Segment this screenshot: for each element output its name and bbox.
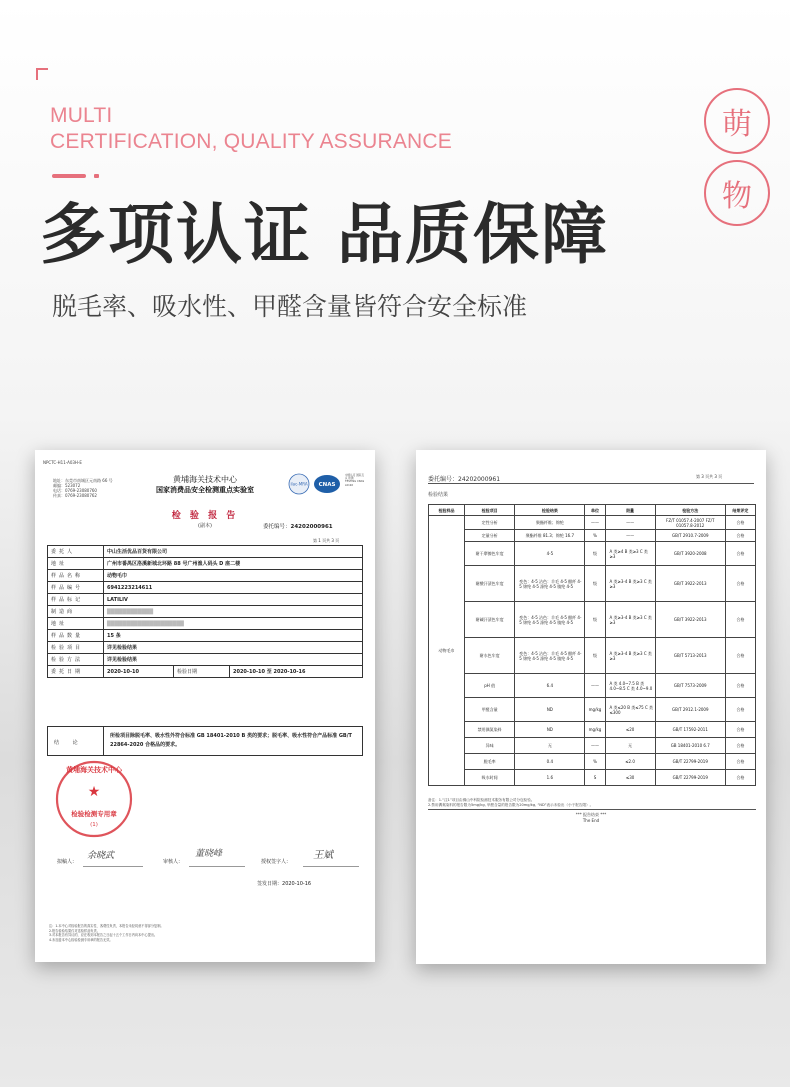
- row-value: 动物毛巾: [104, 570, 363, 582]
- cell-verdict: 合格: [725, 754, 755, 770]
- results-table: [428, 504, 756, 786]
- cell-method: GB/T 3922-2013: [655, 602, 725, 638]
- cell-result: ND: [515, 722, 585, 738]
- cell-result: 变色：4-5 沾色：羊毛 4-5 醋纤 4-5 锦纶 4-5 涤纶 4-5 腈纶 4-5: [515, 602, 585, 638]
- cell-verdict: 合格: [725, 698, 755, 722]
- accent-dot: [94, 174, 99, 178]
- report-code: NPCTC-H11-A03H-E: [43, 460, 82, 465]
- cell-unit: 级: [585, 542, 605, 566]
- row-label: 样品编号: [48, 582, 104, 594]
- row-label: 样品标记: [48, 594, 104, 606]
- table-row: [48, 618, 363, 630]
- address-line: 邮编：523072: [53, 483, 81, 488]
- brand-badge-bottom: 物: [704, 160, 770, 226]
- address-line: 地址：东莞市南城区元南路 66 号: [53, 478, 113, 483]
- cell-unit: S: [585, 770, 605, 786]
- svg-text:★: ★: [87, 784, 101, 800]
- table-header-row: [429, 505, 756, 516]
- cell-limit: A 类 4.0~7.5 B 类 4.0~8.5 C 类 4.0~9.0: [605, 674, 655, 698]
- table-row: [429, 722, 756, 738]
- table-row: [429, 542, 756, 566]
- column-header: 结果评定: [725, 505, 755, 516]
- table-row: [429, 770, 756, 786]
- cell-result: ND: [515, 698, 585, 722]
- table-row: [48, 666, 363, 678]
- entrust-label: 委托编号：: [428, 476, 459, 483]
- table-row: [48, 570, 363, 582]
- entrust-value: 24202000961: [290, 524, 333, 530]
- row-label: 地址: [48, 618, 104, 630]
- table-row: [48, 582, 363, 594]
- cell-item: 定性分析: [465, 516, 515, 530]
- cell-result: 变色：4-5 沾色：羊毛 4-5 醋纤 4-5 锦纶 4-5 涤纶 4-5 腈纶 4-5: [515, 638, 585, 674]
- cell-item: 吸水时间: [465, 770, 515, 786]
- table-row: [48, 546, 363, 558]
- end-marker-en: The End: [582, 818, 600, 823]
- table-row: [48, 654, 363, 666]
- cell-method: GB/T 17592-2011: [655, 722, 725, 738]
- cell-unit: 级: [585, 566, 605, 602]
- footnote: 注：1.本中心对检验报告的真实性、客观性负责，本报告未经同意不得部分复制。: [49, 924, 164, 928]
- report-title: 检 验 报 告: [171, 511, 239, 521]
- cell-result: 0.4: [515, 754, 585, 770]
- table-row: [48, 630, 363, 642]
- cell-limit: ≤20: [605, 722, 655, 738]
- table-row: [429, 738, 756, 754]
- cell-limit: ≤30: [605, 770, 655, 786]
- english-headline-line1: MULTI: [50, 104, 113, 127]
- english-headline: [50, 103, 452, 155]
- report-info-table: [47, 545, 363, 678]
- cell-item: pH 值: [465, 674, 515, 698]
- official-stamp-icon: [53, 758, 135, 840]
- table-row: [48, 642, 363, 654]
- row-label: 地址: [48, 558, 104, 570]
- cell-limit: ——: [605, 530, 655, 542]
- cell-method: FZ/T 01057.4-2007 FZ/T 01057.8-2012: [655, 516, 725, 530]
- entrust-label: 委托编号：: [263, 524, 291, 530]
- column-header: 限量: [605, 505, 655, 516]
- table-row: [48, 606, 363, 618]
- table-row: [429, 516, 756, 530]
- table-row: [48, 594, 363, 606]
- end-marker: *** 报告结束 ***: [575, 812, 607, 817]
- redacted-value: ████████████████████: [104, 618, 363, 630]
- cell-method: GB/T 22799-2019: [655, 770, 725, 786]
- cell-item: 禁用偶氮染料: [465, 722, 515, 738]
- note-line: 备注：1.“注1”项目由佛山中科院检测技术服务有限公司分包检验。: [428, 798, 535, 802]
- row-label: 检验项目: [48, 642, 104, 654]
- entrust-number: [428, 474, 500, 483]
- cell-limit: A 类≥3-4 B 类≥3 C 类≥3: [605, 638, 655, 674]
- column-header: 检验样品: [429, 505, 465, 516]
- cell-item: 异味: [465, 738, 515, 754]
- approver-label: 授权签字人：: [261, 859, 292, 865]
- table-row: [429, 698, 756, 722]
- brand-badge-top: 萌: [704, 88, 770, 154]
- row-label: 样品名称: [48, 570, 104, 582]
- cell-verdict: 合格: [725, 530, 755, 542]
- section-label: 检验结果: [428, 492, 449, 498]
- table-row: [429, 754, 756, 770]
- approver-signature: 王斌: [313, 850, 333, 861]
- footnote: 2.报告检验结果仅对送检样品负责。: [49, 928, 100, 933]
- row-label: 委托日期: [48, 666, 104, 678]
- row-value: 15 条: [104, 630, 363, 642]
- row-label: 制造商: [48, 606, 104, 618]
- row-value: 中山生活优品百货有限公司: [104, 546, 363, 558]
- reviewer-signature: 董晓峰: [195, 849, 223, 859]
- note-line: 2.禁用偶氮染料的报告限为5mg/kg, 甲醛含量的报告限为20mg/kg, “ND”表示未检出（小于报告限）。: [428, 803, 594, 807]
- sample-name-cell: 动物毛巾: [429, 516, 465, 786]
- entrust-date: 2020-10-10: [104, 666, 174, 678]
- stamp-text-mid: 检验检测专用章: [71, 810, 117, 818]
- table-row: [429, 566, 756, 602]
- cnas-number-text: 中国认可 国际互认 检测 TESTING CNAS L0192: [345, 474, 365, 487]
- table-row: [429, 674, 756, 698]
- table-row: [429, 602, 756, 638]
- copy-label: (副本): [198, 523, 212, 529]
- page-number: 第 3 页共 3 页: [696, 474, 723, 479]
- row-value: 广州市番禺区洛溪新城北环路 88 号广州渔人码头 D 座二楼: [104, 558, 363, 570]
- cell-verdict: 合格: [725, 738, 755, 754]
- issue-date-value: 2020-10-16: [282, 881, 312, 887]
- redacted-value: ████████████: [104, 606, 363, 618]
- conclusion-text: 所检项目除脱毛率、吸水性外符合标准 GB 18401-2010 B 类的要求；脱毛率、吸水性符合产品标准 GB/T 22864-2020 合格品的要求。: [110, 733, 352, 748]
- report-footnotes: [49, 924, 361, 942]
- ilac-logo-text: ilac-MRA: [290, 481, 308, 487]
- row-label: 委托人: [48, 546, 104, 558]
- cell-unit: %: [585, 530, 605, 542]
- address-line: 电话：0769-23080760: [53, 488, 97, 493]
- entrust-value: 24202000961: [458, 476, 501, 483]
- cell-unit: 级: [585, 602, 605, 638]
- stamp-text-outer: 黄埔海关技术中心: [66, 766, 122, 774]
- page-number: 第 1 页共 3 页: [313, 538, 340, 543]
- cell-verdict: 合格: [725, 770, 755, 786]
- row-value: LATILIV: [104, 594, 363, 606]
- column-header: 检验方法: [655, 505, 725, 516]
- cell-method: GB 18401-2010 6.7: [655, 738, 725, 754]
- cell-item: 甲醛含量: [465, 698, 515, 722]
- results-notes: [428, 798, 758, 808]
- row-value: 详见检验结果: [104, 654, 363, 666]
- cnas-logo-text: CNAS: [318, 482, 336, 488]
- footnote: 3.对本报告有异议的，应在收到本报告之日起十五个工作日内向本中心提出。: [49, 933, 158, 938]
- cell-method: GB/T 3922-2013: [655, 566, 725, 602]
- table-row: [429, 638, 756, 674]
- cell-limit: A 类≥4 B 类≥3 C 类≥3: [605, 542, 655, 566]
- english-headline-line2: CERTIFICATION, QUALITY ASSURANCE: [50, 130, 452, 153]
- cell-result: 4-5: [515, 542, 585, 566]
- cell-unit: ——: [585, 516, 605, 530]
- entrust-number: [263, 522, 333, 530]
- cell-unit: ——: [585, 738, 605, 754]
- cell-result: 无: [515, 738, 585, 754]
- cell-result: 聚酯纤维 81.3；锦纶 16.7: [515, 530, 585, 542]
- cell-unit: mg/kg: [585, 698, 605, 722]
- drafter-label: 拟稿人：: [57, 859, 78, 865]
- cell-result: 1.6: [515, 770, 585, 786]
- cell-limit: 无: [605, 738, 655, 754]
- cell-unit: %: [585, 754, 605, 770]
- cell-method: GB/T 7573-2009: [655, 674, 725, 698]
- cell-limit: A 类≤20 B 类≤75 C 类≤300: [605, 698, 655, 722]
- cell-item: 耐水色牢度: [465, 638, 515, 674]
- cell-item: 耐酸汗渍色牢度: [465, 566, 515, 602]
- table-row: [48, 558, 363, 570]
- cell-verdict: 合格: [725, 602, 755, 638]
- corner-bracket-icon: [36, 68, 48, 80]
- cell-item: 定量分析: [465, 530, 515, 542]
- row-value: 6941223214611: [104, 582, 363, 594]
- org-name: 黄埔海关技术中心: [173, 475, 237, 484]
- cell-verdict: 合格: [725, 566, 755, 602]
- period-label: 检验日期: [174, 666, 230, 678]
- accent-bar: [52, 174, 86, 178]
- reviewer-label: 审核人：: [163, 859, 184, 865]
- cell-method: GB/T 2912.1-2009: [655, 698, 725, 722]
- cell-result: 聚酯纤维；锦纶: [515, 516, 585, 530]
- cell-limit: A 类≥3-4 B 类≥3 C 类≥3: [605, 602, 655, 638]
- table-row: [429, 530, 756, 542]
- cell-limit: A 类≥3-4 B 类≥3 C 类≥3: [605, 566, 655, 602]
- cell-unit: 级: [585, 638, 605, 674]
- column-header: 检验项目: [465, 505, 515, 516]
- cell-unit: ——: [585, 674, 605, 698]
- column-header: 检验结果: [515, 505, 585, 516]
- cell-item: 脱毛率: [465, 754, 515, 770]
- cell-verdict: 合格: [725, 674, 755, 698]
- row-label: 样品数量: [48, 630, 104, 642]
- certification-logos: [287, 472, 365, 496]
- cell-result: 6.4: [515, 674, 585, 698]
- cell-unit: mg/kg: [585, 722, 605, 738]
- cell-result: 变色：4-5 沾色：羊毛 4-5 醋纤 4-5 锦纶 4-5 涤纶 4-5 腈纶 4-5: [515, 566, 585, 602]
- page-subtitle: 脱毛率、吸水性、甲醛含量皆符合安全标准: [52, 292, 528, 321]
- cell-method: GB/T 5713-2013: [655, 638, 725, 674]
- org-subname: 国家消费品安全检测重点实验室: [156, 486, 254, 494]
- stamp-text-num: (1): [90, 822, 98, 828]
- cell-item: 耐干摩擦色牢度: [465, 542, 515, 566]
- drafter-signature: 余晓武: [87, 851, 115, 861]
- row-value: 详见检验结果: [104, 642, 363, 654]
- cell-method: GB/T 3920-2008: [655, 542, 725, 566]
- cell-item: 耐碱汗渍色牢度: [465, 602, 515, 638]
- cell-method: GB/T 22799-2019: [655, 754, 725, 770]
- conclusion-label: 结 论: [54, 740, 84, 746]
- cell-method: GB/T 2910.7-2009: [655, 530, 725, 542]
- page-title: 多项认证 品质保障: [40, 196, 609, 273]
- cell-verdict: 合格: [725, 638, 755, 674]
- cell-verdict: 合格: [725, 542, 755, 566]
- column-header: 单位: [585, 505, 605, 516]
- cell-limit: ——: [605, 516, 655, 530]
- cell-verdict: 合格: [725, 516, 755, 530]
- address-line: 传真：0769-23080762: [53, 493, 97, 498]
- period-value: 2020-10-10 至 2020-10-16: [230, 666, 363, 678]
- inspection-report-page1: [35, 450, 375, 962]
- footnote: 4.未加盖本中心检验检测专用章的报告无效。: [49, 937, 113, 942]
- cell-limit: ≤2.0: [605, 754, 655, 770]
- conclusion-box: [47, 726, 363, 756]
- issue-date-label: 签发日期：: [257, 881, 283, 887]
- issue-date: [257, 880, 311, 887]
- inspection-report-page3: [416, 450, 766, 964]
- row-label: 检验方法: [48, 654, 104, 666]
- cell-verdict: 合格: [725, 722, 755, 738]
